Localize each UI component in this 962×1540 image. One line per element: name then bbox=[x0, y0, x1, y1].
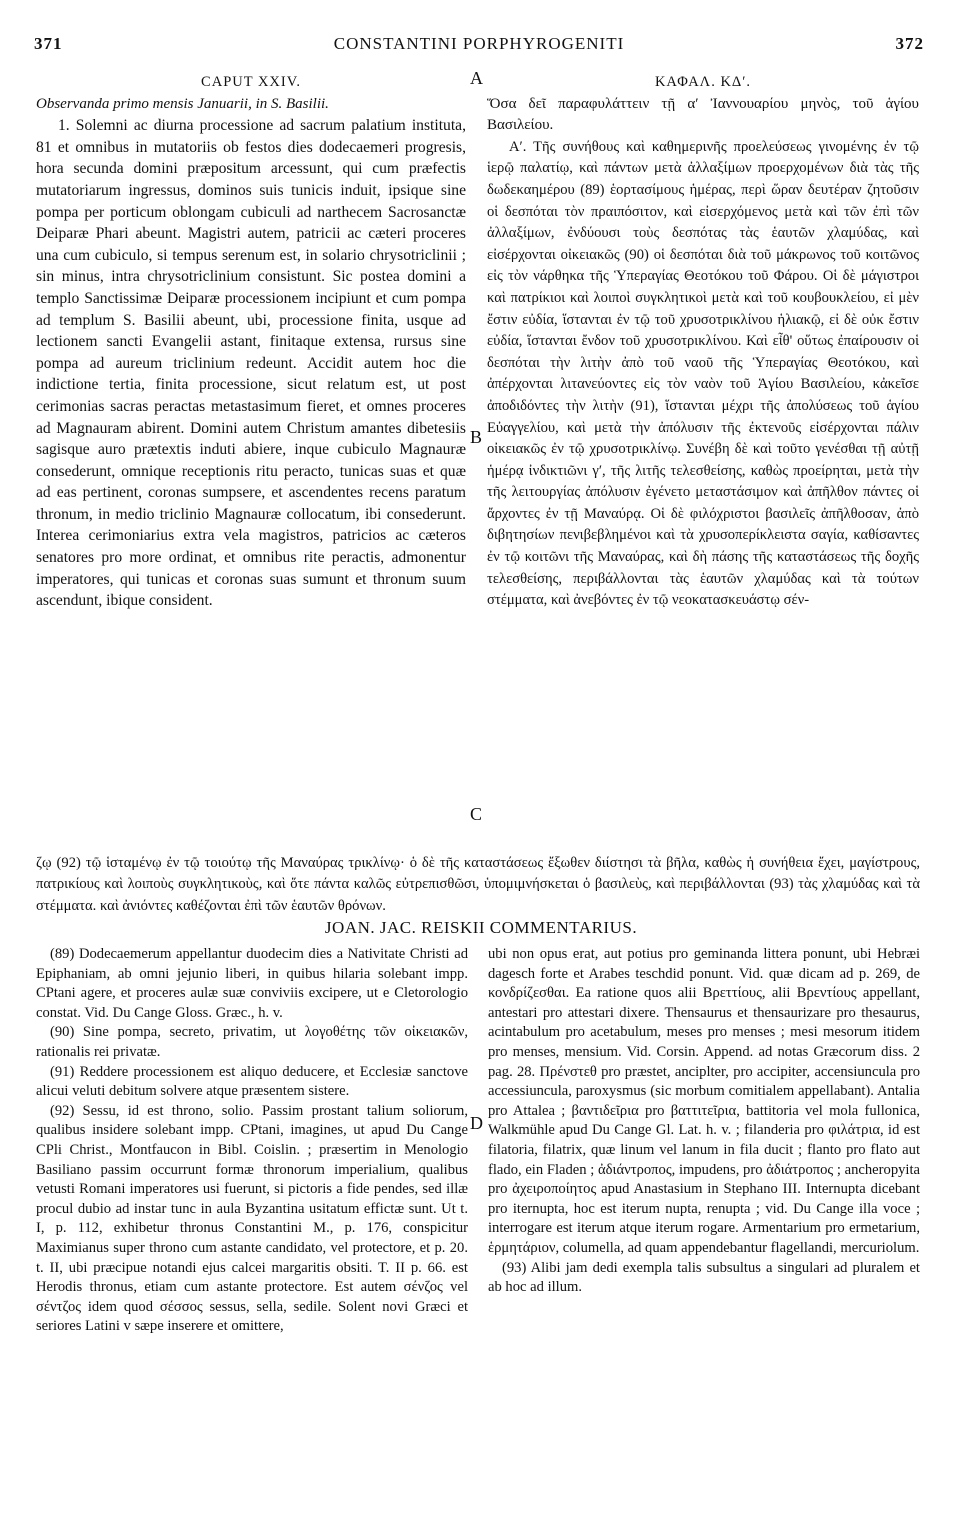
right-page-number: 372 bbox=[895, 34, 924, 53]
note-89: (89) Dodecaemerum appellantur duodecim dies a Nativitate Christi ad Epiphaniam, ab omni jejunio liberi, in quibus hilaria solebant impp. CPtani agere, et proceres aulæ suæ conviviis excipere, ut e Cletorologio constat. Vid. Du Cange Gloss. Græc., h. v. bbox=[36, 946, 468, 1021]
note-92: (92) Sessu, id est throno, solio. Passim prostant talium soliorum, qualibus insidere solebant impp. CPtani, imagines, ut apud Du Cange CPli Christ., Montfaucon in Bibl. Coislin. ; præsertim in Menologio Basiliano passim occurrunt formæ thronorum imperialium, qualibus vetusti Romani imperatores usi fuerunt, si pictoris a fide pendes, sed illæ procul dubio ad instar tunc in aula Byzantina usitatum effictæ sunt. Ut t. I, p. 112, exhibetur thronus Constantini M., p. 176, conspicitur Maximianus super throno cum astante candidato, vel protectore, et p. 20. t. II, ubi præcipue notandi ejus calcei margaritis obsiti. T. II p. 66. est Herodis thronus, etiam cum astante protectore. Est autem σένζος vel σέντζος idem quod σέσσος sessus, sella, sedile. Solent novi Græci et seriores Latini v sæpe inserere et omittere, bbox=[36, 1102, 468, 1335]
note-93: (93) Alibi jam dedi exempla talis subsultus a singulari ad pluralem et ab hoc ad illum. bbox=[488, 1259, 920, 1296]
latin-body: 1. Solemni ac diurna processione ad sacrum palatium instituta, 81 et omnibus in mutatoriis ob festos dies dodecaemeri progresis, hora secunda domini præpositum arcessunt, qui cum præfectis mutatoriarum ingressus, dominos suis tunicis induit, ipsique sine pompa per porticum oblongam cubiculi ad narthecem Sacrosanctæ Deiparæ Phari abeunt. Magistri autem, patricii ac cæteri proceres una cum cubiculo, si tempus serenum est, in solario chrysotriclinii ; sin minus, intra chrysotriclinium consistunt. Sic postea domini a templo Sanctissimæ Deiparæ processionem incipiunt et cum pompa ad templum S. Basilii abeunt, ubi, processione finita, usque ad lectionem sancti Evangelii astant, finitaque extensa, rursus sine pompa ad aureum triclinium redeunt. Accidit autem hoc die indictione tertia, finita processione, sicut relatum est, ut post cerimonias sacras peractas metastasimum fieret, et omnes proceres ad Magnauram abirent. Domini autem Christum amantes dibetesiis sagisque auro prætextis induti abiere, inque cubiculo Magnauræ consederunt, omnique receptionis ritu peracto, tunicas suas et quæ ad eas pertinent, coronas sumpsere, et ascendentes recens paratum thronum, in medio triclinio Magnauræ collocatum, ibi consederunt. Interea cerimoniarius extra vela magistros, patricios ac cæteros senatores pro more ordinat, et omnibus rite peractis, admonentur imperatores, qui tunicas et coronas suas sumunt et thronum suum ascendunt, ibique consident. bbox=[36, 117, 466, 610]
greek-chapter-heading: ΚΑΦΑΛ. ΚΔʹ. bbox=[654, 74, 752, 90]
greek-continuation: ζῳ (92) τῷ ἱσταμένῳ ἐν τῷ τοιούτῳ τῆς Μαναύρας τρικλίνῳ· ὁ δὲ τῆς καταστάσεως ἔξωθεν διίστησι τὰ βῆλα, καθὼς ἡ συνήθεια ἔχει, μαγίστρους, πατρικίους καὶ λοιποὺς συγκλητικοὺς, καὶ ὅτε πάντα καλῶς εὐτρεπισθῶσι, ὑπομιμνήσκεται ὁ βασιλεὺς, καὶ περιβάλλονται (93) τὰς χλαμύδας καὶ τὰ στέμματα. καὶ ἀνιόντες καθέζονται ἐπὶ τῶν ἑαυτῶν θρόνων. bbox=[36, 855, 920, 914]
latin-chapter-heading: CAPUT XXIV. bbox=[201, 74, 301, 90]
note-91: (91) Reddere processionem est aliquo deducere, et Ecclesiæ sanctove alicui veluti debitum solvere atque præsentem sistere. bbox=[36, 1063, 468, 1100]
commentary-title: JOAN. JAC. REISKII COMMENTARIUS. bbox=[324, 918, 638, 937]
latin-chapter-subtitle: Observanda primo mensis Januarii, in S. Basilii. bbox=[36, 95, 329, 112]
commentary-right-column bbox=[488, 945, 920, 1298]
greek-chapter-subtitle: Ὅσα δεῖ παραφυλάττειν τῇ αʹ Ἰαννουαρίου μηνὸς, τοῦ ἁγίου Βασιλείου. bbox=[487, 95, 919, 134]
greek-text-column bbox=[487, 72, 919, 612]
running-title: CONSTANTINI PORPHYROGENITI bbox=[333, 34, 625, 53]
latin-text-column bbox=[36, 72, 466, 612]
margin-letter-a: A bbox=[470, 68, 483, 88]
left-page-number: 371 bbox=[34, 34, 63, 53]
margin-letter-c: C bbox=[470, 804, 483, 824]
note-90: (90) Sine pompa, secreto, privatim, ut λογοθέτης τῶν οἰκειακῶν, rationalis rei privatæ. bbox=[36, 1024, 468, 1060]
margin-letter-d: D bbox=[470, 1113, 483, 1133]
commentary-left-column bbox=[36, 945, 468, 1337]
running-header bbox=[34, 34, 924, 58]
margin-letter-b: B bbox=[470, 427, 483, 447]
greek-body: Αʹ. Τῆς συνήθους καὶ καθημερινῆς προελεύσεως γινομένης ἐν τῷ ἱερῷ παλατίῳ, καὶ πάντων μετὰ ἀλλαξίμων προερχομένων διὰ τὰς τῆς δωδεκαημέρου (89) ἑορτασίμους ἡμέρας, περὶ ὥραν δευτέραν ζητοῦσιν οἱ δεσπόται τὸν πραιπόσιτον, καὶ εἰσερχόμενος μετὰ καὶ τῶν ἐπὶ τῶν ἀλλαξίμων, ἐνδύουσι τοὺς δεσπότας τὰς ἑαυτῶν χλαμύδας, καὶ εἰσέρχονται οἰκειακῶς (90) οἱ δεσπόται διὰ τοῦ μάκρωνος τοῦ κοιτῶνος εἰς τὸν νάρθηκα τῆς Ὑπεραγίας Θεοτόκου τοῦ Φάρου. Οἱ δὲ μάγιστροι καὶ πατρίκιοι καὶ λοιποὶ συγκλητικοὶ μετὰ καὶ τοῦ κουβουκλείου, εἰ μὲν ἔστιν εὐδία, ἵστανται ἐν τῷ τοῦ χρυσοτρικλίνου ἡλιακῷ, εἰ δὲ οὐκ ἔστιν εὐδία, ἵστανται ἔνδον τοῦ χρυσοτρικλίνου. Καὶ εἶθ' οὕτως ἐπαίρουσιν οἱ δεσπόται τὴν λιτὴν ἀπὸ τοῦ ναοῦ τῆς Ὑπεραγίας Θεοτόκου, καὶ ἀπέρχονται λιτανεύοντες εἰς τὸν ναὸν τοῦ Ἁγίου Βασιλείου, κἀκεῖσε ἀποδιδόντες τὴν λιτὴν (91), ἵστανται μέχρι τῆς ἀπολύσεως τοῦ ἁγίου Εὐαγγελίου, καὶ μετὰ τὴν ἀπόλυσιν τῆς ἐκτενοῦς εἰσέρχονται πάλιν οἰκειακῶς ἐν τῷ χρυσοτρικλίνῳ. Συνέβη δὲ καὶ τοῦτο γενέσθαι τῇ αὐτῇ ἡμέρᾳ ἰνδικτιῶνι γʹ, τῆς λιτῆς τελεσθείσης, καθὼς προείρηται, μετὰ τὴν τῆς λειτουργίας ἀπόλυσιν ἐγένετο μεταστάσιμον καὶ ἀπῆλθον πάντες οἱ ἄρχοντες ἐν τῇ Μαναύρᾳ. Οἱ δὲ φιλόχριστοι βασιλεῖς ἀπῆλθοσαν, ἀπὸ διβητησίων πενιβεβλημένοι καὶ τὰ χρυσοπερίκλειστα σαγία, καθίσαντες ἐν τῷ κοιτῶνι τῆς Μαναύρας, καὶ δὴ πάσης τῆς καταστάσεως τῆς δοχῆς τελεσθείσης, περιβάλλονται τὰς ἑαυτῶν χλαμύδας καὶ τὰ τούτων στέμματα, καὶ ἀνεβόντες ἐν τῷ νεοκατασκευάστῳ σέν- bbox=[487, 138, 919, 609]
note-92-continued: ubi non opus erat, aut potius pro geminanda littera ponunt, ubi Hebræi dagesch forte et Arabes teschdid ponunt. Vid. quæ dicam ad p. 269, de κονδρίζεσθαι. Ea ratione quos alii Βρεττίους, alii Βρεντίους appellant, antestari pro attestari dixere. Thensaurus et thensaurizare pro thesaurus, acintabulum pro acetabulum, meses pro menses ; mesi mesorum itidem pro menses, mensium. Vid. Corsin. Append. ad notas Græcorum diss. 2 pag. 28. Πρένστεθ pro præstet, anciplter, pro accipiter, accensiuncula pro accessiuncula, paroxysmus (sic morbum comitialem appellabant). Antalia pro Attalea ; βαντιδεῖρια pro βαττιτεῖρια, battitoria vel mola fullonica, Walkmühle apud Du Cange Gl. Lat. h. v. ; filanderia pro φιλάτρια, id est filatoria, filatrix, quæ linum vel lanum in fila ducit ; flanto pro flato aut flado, ein Fladen ; ἀδιάντροπος, impudens, pro ἀδιάτροπος ; ancheropyita pro ἀχειροποίητος apud Anastasium in Stephano III. Internupta dicebant pro iternupta, hoc est iterum nupta, renupta ; vid. Du Cange illa voce ; interrogare est iterum atque iterum rogare. Armentarium pro ermetarium, ἑρμητάριον, columella, ad quam appendebantur flagellandi, mercuriolum. bbox=[488, 946, 920, 1256]
